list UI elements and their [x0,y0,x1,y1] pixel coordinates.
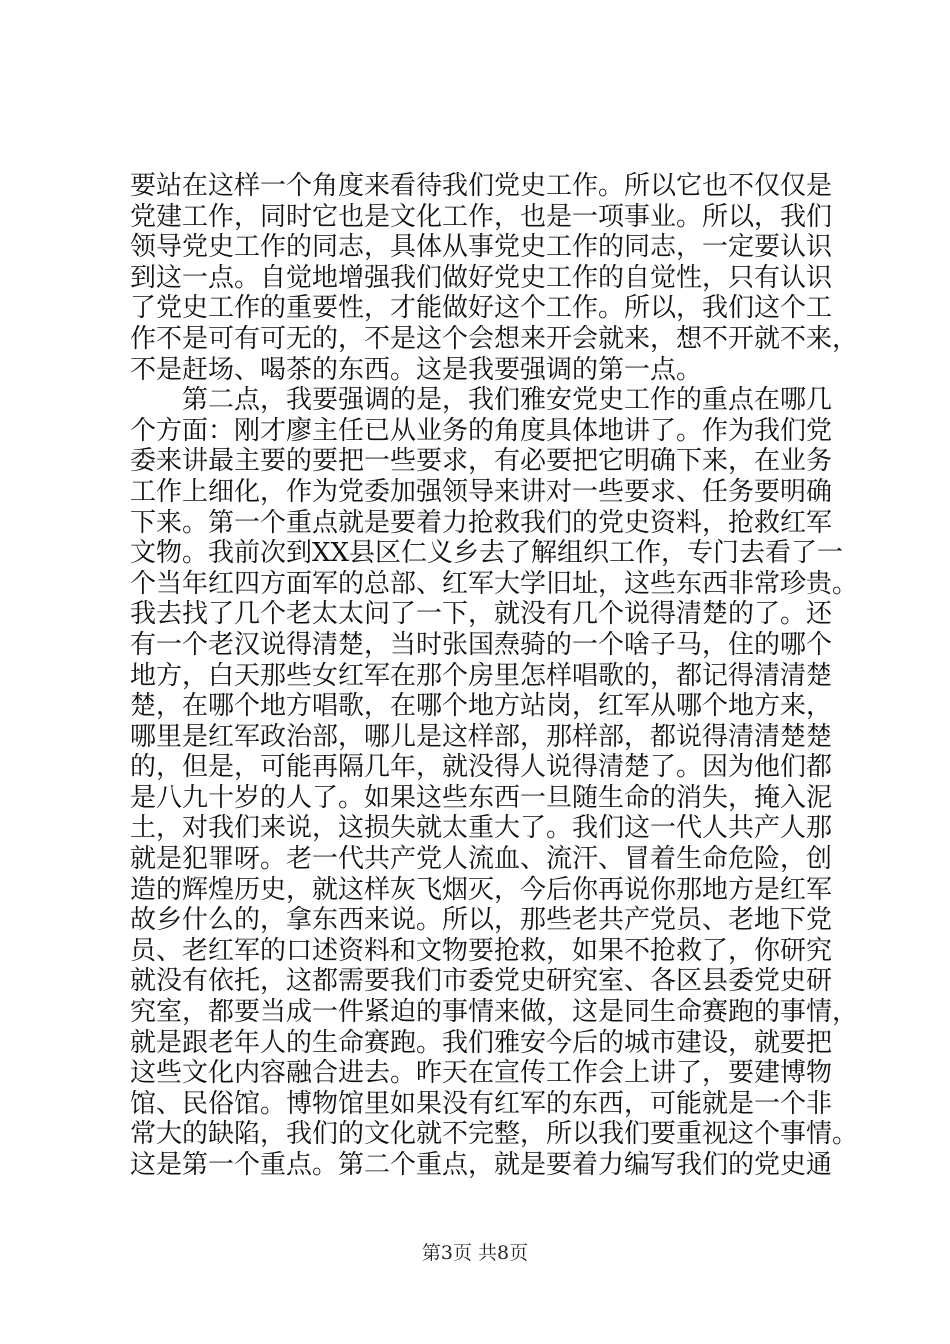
text-line: 地方，白天那些女红军在那个房里怎样唱歌的，都记得清清楚 [130,660,833,691]
text-line: 领导党史工作的同志，具体从事党史工作的同志，一定要认识 [130,232,833,263]
text-line: 是八九十岁的人了。如果这些东西一旦随生命的消失，掩入泥 [130,782,833,813]
text-line: 就是跟老年人的生命赛跑。我们雅安今后的城市建设，就要把 [130,1027,833,1058]
text-line: 我去找了几个老太太问了一下，就没有几个说得清楚的了。还 [130,599,833,630]
document-body [130,171,859,1181]
text-line: 党建工作，同时它也是文化工作，也是一项事业。所以，我们 [130,201,833,232]
text-line: 常大的缺陷，我们的文化就不完整，所以我们要重视这个事情。 [130,1119,859,1150]
paragraph [130,385,859,1180]
text-line: 这些文化内容融合进去。昨天在宣传工作会上讲了，要建博物 [130,1058,833,1089]
paragraph [130,171,859,385]
text-line: 的，但是，可能再隔几年，就没得人说得清楚了。因为他们都 [130,752,833,783]
text-line: 到这一点。自觉地增强我们做好党史工作的自觉性，只有认识 [130,262,833,293]
text-line: 文物。我前次到XX县区仁义乡去了解组织工作，专门去看了一 [130,538,844,569]
text-line: 有一个老汉说得清楚，当时张国焘骑的一个啥子马，住的哪个 [130,629,833,660]
text-line: 这是第一个重点。第二个重点，就是要着力编写我们的党史通 [130,1150,833,1180]
text-line: 究室，都要当成一件紧迫的事情来做，这是同生命赛跑的事情， [130,997,859,1028]
text-line: 下来。第一个重点就是要着力抢救我们的党史资料，抢救红军 [130,507,833,538]
text-line: 委来讲最主要的要把一些要求，有必要把它明确下来，在业务 [130,446,833,477]
text-line: 哪里是红军政治部，哪儿是这样部，那样部，都说得清清楚楚 [130,721,833,752]
text-line: 馆、民俗馆。博物馆里如果没有红军的东西，可能就是一个非 [130,1088,833,1119]
text-line: 作不是可有可无的，不是这个会想来开会就来，想不开就不来， [130,323,859,354]
text-line: 个方面：刚才廖主任已从业务的角度具体地讲了。作为我们党 [130,415,833,446]
text-line: 不是赶场、喝茶的东西。这是我要强调的第一点。 [130,354,703,385]
text-line: 了党史工作的重要性，才能做好这个工作。所以，我们这个工 [130,293,833,324]
text-line: 要站在这样一个角度来看待我们党史工作。所以它也不仅仅是 [130,171,833,201]
text-line: 工作上细化，作为党委加强领导来讲对一些要求、任务要明确 [130,476,833,507]
text-line: 第二点，我要强调的是，我们雅安党史工作的重点在哪几 [182,385,833,416]
text-line: 就没有依托，这都需要我们市委党史研究室、各区县委党史研 [130,966,833,997]
text-line: 个当年红四方面军的总部、红军大学旧址，这些东西非常珍贵。 [130,568,859,599]
text-line: 员、老红军的口述资料和文物要抢救，如果不抢救了，你研究 [130,935,833,966]
text-line: 就是犯罪呀。老一代共产党人流血、流汗、冒着生命危险，创 [130,844,833,875]
page-number-footer: 第3页 共8页 [421,1242,529,1264]
text-line: 土，对我们来说，这损失就太重大了。我们这一代人共产人那 [130,813,833,844]
text-line: 故乡什么的，拿东西来说。所以，那些老共产党员、老地下党 [130,905,833,936]
text-line: 造的辉煌历史，就这样灰飞烟灭，今后你再说你那地方是红军 [130,874,833,905]
text-line: 楚，在哪个地方唱歌，在哪个地方站岗，红军从哪个地方来， [130,691,833,722]
